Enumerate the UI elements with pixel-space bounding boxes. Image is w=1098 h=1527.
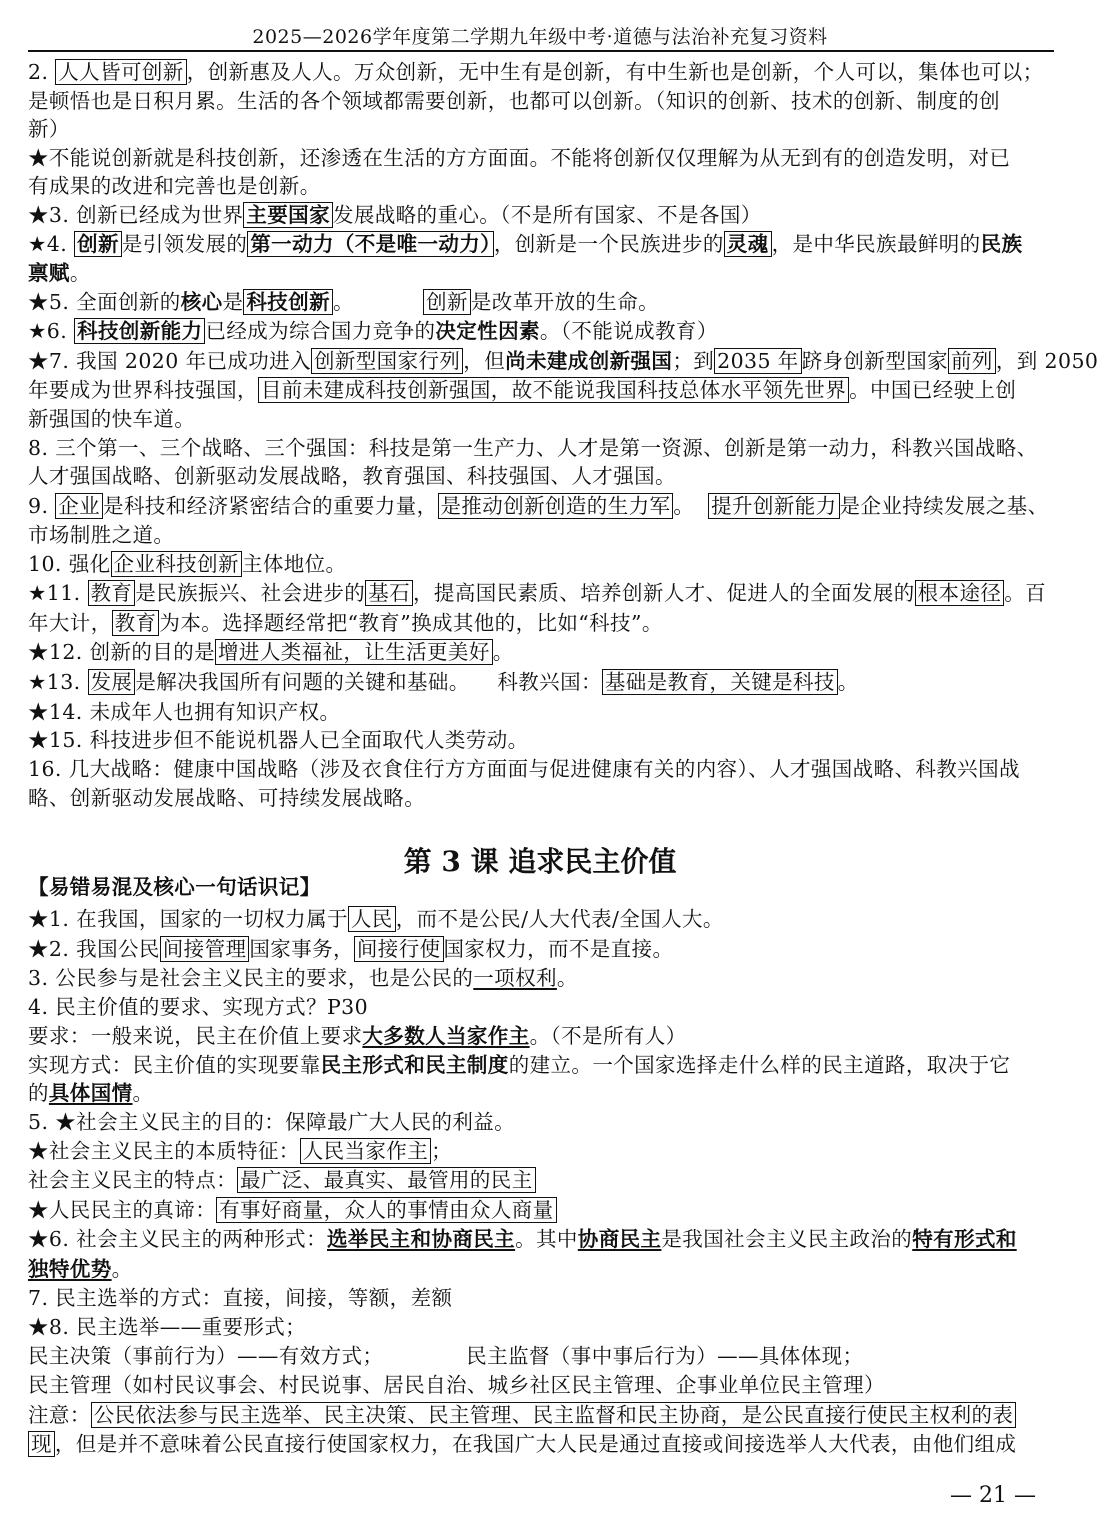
- text-segment: 8. 三个第一、三个战略、三个强国：科技是第一生产力、人才是第一资源、创新是第一动力，科教兴国战略、: [28, 436, 1038, 460]
- text-line: [28, 1254, 1058, 1284]
- text-line: [28, 1341, 1058, 1371]
- text-line: [28, 1400, 1058, 1430]
- boxed-term: 创新: [74, 231, 122, 257]
- text-line: [28, 963, 1058, 993]
- boxed-term: 基石: [365, 580, 413, 606]
- text-segment: 是科技和经济紧密结合的重要力量，: [103, 494, 438, 518]
- boxed-term: 最广泛、最真实、最管用的民主: [237, 1167, 536, 1193]
- text-segment: ★人民民主的真谛：: [28, 1198, 217, 1222]
- text-segment: ，创新惠及人人。万众创新，无中生有是创新，有中生新也是创新，个人可以，集体也可以；: [186, 60, 1044, 84]
- text-line: [28, 754, 1058, 784]
- text-line: [28, 1283, 1058, 1313]
- text-line: [28, 1078, 1058, 1108]
- text-segment: 。: [69, 261, 91, 285]
- text-line: [28, 1195, 1058, 1225]
- bold-term: 核心: [180, 290, 223, 314]
- boxed-term: 第一动力（不是唯一动力）: [247, 231, 494, 257]
- bold-term: 民主形式和民主制度: [320, 1053, 509, 1077]
- text-line: [28, 1165, 1058, 1195]
- text-line: [28, 229, 1058, 259]
- text-line: [28, 287, 1058, 317]
- text-segment: 。百: [1004, 581, 1047, 605]
- bold-term: 【易错易混及核心一句话识记】: [28, 875, 321, 899]
- text-line: [28, 1429, 1058, 1459]
- text-segment: 人才强国战略、创新驱动发展战略，教育强国、科技强国、人才强国。: [28, 464, 676, 488]
- bold-term: 协商民主: [577, 1227, 662, 1251]
- text-line: [28, 520, 1058, 550]
- text-segment: 一项权利: [473, 966, 557, 990]
- text-line: [28, 608, 1058, 638]
- text-line: [28, 992, 1058, 1022]
- text-segment: 的: [28, 1081, 49, 1105]
- text-line: [28, 637, 1058, 667]
- boxed-term: 根本途径: [915, 580, 1005, 606]
- bold-term: 民族: [980, 232, 1023, 256]
- text-segment: ★4.: [28, 232, 75, 256]
- text-segment: 实现方式：民主价值的实现要靠: [28, 1053, 321, 1077]
- text-segment: ★5. 全面创新的: [28, 290, 181, 314]
- boxed-term: 人人皆可创新: [55, 59, 186, 85]
- text-line: [28, 549, 1058, 579]
- text-segment: ★3. 创新已经成为世界: [28, 203, 244, 227]
- text-segment: 社会主义民主的特点：: [28, 1168, 237, 1192]
- boxed-term: 是推动创新创造的生力军: [438, 493, 674, 519]
- text-line: [28, 200, 1058, 230]
- text-line: [28, 346, 1098, 376]
- text-segment: 是企业持续发展之基、: [839, 494, 1049, 518]
- text-segment: ，提高国民素质、培养创新人才、促进人的全面发展的: [413, 581, 915, 605]
- text-segment: 3. 公民参与是社会主义民主的要求，也是公民的: [28, 966, 474, 990]
- text-segment: 民主决策（事前行为）——有效方式； 民主监督（事中事后行为）——具体体现；: [28, 1344, 864, 1368]
- text-segment: 。: [673, 494, 709, 518]
- text-line: [28, 114, 1058, 144]
- text-segment: 7. 民主选举的方式：直接，间接，等额，差额: [28, 1286, 453, 1310]
- text-segment: ★2. 我国公民: [28, 937, 160, 961]
- text-segment: 是民族振兴、社会进步的: [135, 581, 366, 605]
- text-segment: 。: [111, 1257, 133, 1281]
- boxed-term: 主要国家: [243, 202, 333, 228]
- page-number: — 21 —: [950, 1483, 1036, 1508]
- text-segment: 。（不是所有人）: [529, 1024, 687, 1048]
- text-segment: 年大计，: [28, 611, 112, 635]
- text-line: [28, 171, 1058, 201]
- boxed-term: 教育: [112, 610, 160, 636]
- text-segment: 年要成为世界科技强国，: [28, 378, 258, 402]
- text-segment: 。: [333, 290, 424, 314]
- text-segment: 。中国已经驶上创: [849, 378, 1017, 402]
- text-line: [28, 404, 1058, 434]
- text-segment: 是: [222, 290, 244, 314]
- text-line: [28, 1107, 1058, 1137]
- text-segment: ；到: [672, 349, 715, 373]
- text-line: [28, 433, 1058, 463]
- text-segment: 注意：: [28, 1403, 91, 1427]
- boxed-term: 目前未建成科技创新强国，故不能说我国科技总体水平领先世界: [258, 377, 849, 403]
- text-line: [28, 725, 1058, 755]
- bold-term: 特有形式和: [912, 1227, 1017, 1251]
- text-segment: 要求：一般来说，民主在价值上要求: [28, 1024, 363, 1048]
- text-segment: 是引领发展的: [121, 232, 248, 256]
- boxed-term: 灵魂: [724, 231, 772, 257]
- boxed-term: 科技创新能力: [74, 318, 205, 344]
- text-segment: 国家权力，而不是直接。: [443, 937, 674, 961]
- text-segment: 市场制胜之道。: [28, 523, 175, 547]
- boxed-term: 基础是教育，关键是科技: [602, 669, 838, 695]
- text-segment: ★不能说创新就是科技创新，还渗透在生活的方方面面。不能将创新仅仅理解为从无到有的创造发明，对已: [28, 146, 1011, 170]
- text-line: [28, 258, 1058, 288]
- text-line: [28, 143, 1058, 173]
- boxed-term: 人民: [348, 906, 396, 932]
- text-segment: 为本。选择题经常把“教育”换成其他的，比如“科技”。: [159, 611, 663, 635]
- text-segment: ★13.: [28, 670, 88, 694]
- text-segment: 国家事务，: [249, 937, 354, 961]
- text-segment: ★6.: [28, 319, 75, 343]
- boxed-term: 科技创新: [243, 289, 333, 315]
- text-line: [28, 86, 1058, 116]
- text-segment: 是解决我国所有问题的关键和基础。 科教兴国：: [135, 670, 602, 694]
- text-segment: 16. 几大战略：健康中国战略（涉及衣食住行方方面面与促进健康有关的内容）、人才强国战略、科教兴国战: [28, 757, 1020, 781]
- text-segment: ★6. 社会主义民主的两种形式：: [28, 1227, 327, 1251]
- text-segment: ★7. 我国 2020 年已成功进入: [28, 349, 311, 373]
- text-segment: 4. 民主价值的要求、实现方式？P30: [28, 995, 369, 1019]
- text-segment: ★11.: [28, 581, 88, 605]
- bold-term: 禀赋: [28, 261, 70, 285]
- text-segment: 跻身创新型国家: [801, 349, 949, 373]
- text-line: [28, 667, 1058, 697]
- boxed-term: 2035 年: [714, 348, 802, 374]
- text-segment: 的建立。一个国家选择走什么样的民主道路，取决于它: [508, 1053, 1011, 1077]
- text-segment: 。: [556, 966, 578, 990]
- text-line: [28, 783, 1058, 813]
- boxed-term: 企业: [55, 493, 103, 519]
- text-line: [28, 375, 1058, 405]
- text-segment: ，但是并不意味着公民直接行使国家权力，在我国广大人民是通过直接或间接选举人大代表，由他们组成: [54, 1432, 1017, 1456]
- text-segment: ★15. 科技进步但不能说机器人已全面取代人类劳动。: [28, 728, 529, 752]
- text-line: [28, 1312, 1058, 1342]
- text-line: [28, 1050, 1058, 1080]
- text-segment: 5. ★社会主义民主的目的：保障最广大人民的利益。: [28, 1110, 516, 1134]
- text-segment: 新）: [28, 117, 70, 141]
- text-segment: ，而不是公民/人大代表/全国人大。: [395, 907, 724, 931]
- boxed-term: 提升创新能力: [708, 493, 839, 519]
- boxed-term: 增进人类福祉，让生活更美好: [215, 639, 493, 665]
- text-segment: 9.: [28, 494, 56, 518]
- text-line: [28, 57, 1058, 87]
- text-segment: ★14. 未成年人也拥有知识产权。: [28, 700, 341, 724]
- boxed-term: 创新型国家行列: [311, 348, 463, 374]
- text-segment: ，但: [463, 349, 506, 373]
- text-line: [28, 578, 1058, 608]
- bold-term: 决定性因素: [435, 319, 540, 343]
- text-segment: 2.: [28, 60, 56, 84]
- text-segment: 。: [837, 670, 859, 694]
- page-header: 2025—2026学年度第二学期九年级中考·道德与法治补充复习资料: [252, 26, 828, 48]
- boxed-term: 发展: [88, 669, 136, 695]
- bold-term: 大多数人当家作主: [362, 1024, 530, 1048]
- text-segment: ★12. 创新的目的是: [28, 640, 216, 664]
- boxed-term: 创新: [423, 289, 471, 315]
- text-line: [28, 491, 1058, 521]
- text-line: [28, 1136, 1058, 1166]
- boxed-term: 现: [28, 1431, 55, 1457]
- text-segment: ，是中华民族最鲜明的: [771, 232, 981, 256]
- bold-term: 独特优势: [28, 1257, 112, 1281]
- text-line: [28, 461, 1058, 491]
- header-divider: [28, 50, 1054, 52]
- text-segment: ★1. 在我国，国家的一切权力属于: [28, 907, 348, 931]
- text-segment: 。: [132, 1081, 154, 1105]
- text-line: [28, 904, 1058, 934]
- bold-term: 选举民主和协商民主: [326, 1227, 516, 1251]
- boxed-term: 前列: [948, 348, 996, 374]
- text-line: [28, 316, 1058, 346]
- text-segment: 。: [492, 640, 514, 664]
- boxed-term: 人民当家作主: [300, 1138, 431, 1164]
- boxed-term: 教育: [88, 580, 136, 606]
- boxed-term: 间接行使: [354, 936, 444, 962]
- text-segment: 是改革开放的生命。: [470, 290, 660, 314]
- text-segment: 新强国的快车道。: [28, 407, 196, 431]
- boxed-term: 间接管理: [160, 936, 250, 962]
- text-segment: 已经成为综合国力竞争的: [205, 319, 436, 343]
- boxed-term: 企业科技创新: [111, 551, 242, 577]
- boxed-term: 有事好商量，众人的事情由众人商量: [216, 1197, 556, 1223]
- text-segment: 有成果的改进和完善也是创新。: [28, 174, 321, 198]
- lesson-title: 第 3 课 追求民主价值: [403, 845, 677, 878]
- text-segment: 是我国社会主义民主政治的: [661, 1227, 913, 1251]
- text-segment: 是顿悟也是日积月累。生活的各个领域都需要创新，也都可以创新。（知识的创新、技术的创新、制度的创: [28, 89, 1001, 113]
- text-segment: 略、创新驱动发展战略、可持续发展战略。: [28, 786, 426, 810]
- bold-term: 尚未建成创新强国: [505, 349, 673, 373]
- text-segment: ★社会主义民主的本质特征：: [28, 1139, 300, 1163]
- text-segment: ；: [431, 1139, 453, 1163]
- text-segment: 。（不能说成教育）: [539, 319, 718, 343]
- text-segment: 10. 强化: [28, 552, 111, 576]
- text-line: [28, 1021, 1058, 1051]
- text-segment: 发展战略的重心。（不是所有国家、不是各国）: [332, 203, 762, 227]
- text-line: [28, 934, 1058, 964]
- text-line: [28, 697, 1058, 727]
- text-segment: ，到 2050: [995, 349, 1098, 373]
- bold-term: 具体国情: [48, 1081, 133, 1105]
- text-segment: 。其中: [515, 1227, 578, 1251]
- text-segment: ★8. 民主选举——重要形式；: [28, 1315, 307, 1339]
- text-segment: 主体地位。: [241, 552, 347, 576]
- boxed-term: 公民依法参与民主选举、民主决策、民主管理、民主监督和民主协商，是公民直接行使民主权利的表: [91, 1402, 1017, 1428]
- text-line: [28, 1370, 1058, 1400]
- text-segment: 民主管理（如村民议事会、村民说事、居民自治、城乡社区民主管理、企事业单位民主管理）: [28, 1373, 885, 1397]
- text-segment: ，创新是一个民族进步的: [493, 232, 724, 256]
- text-line: [28, 1224, 1058, 1254]
